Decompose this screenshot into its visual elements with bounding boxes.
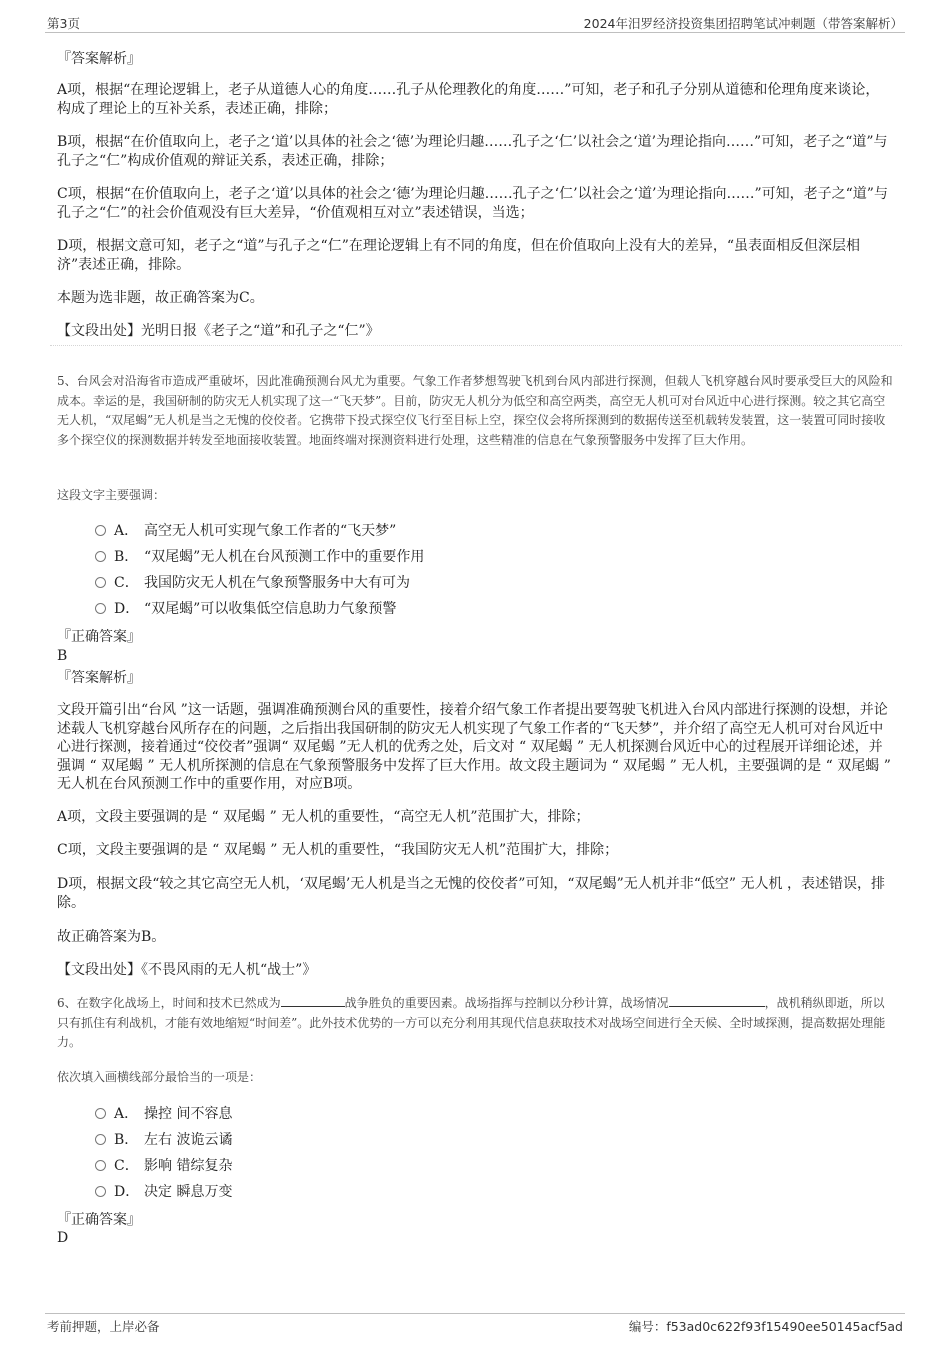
q6-option-a[interactable] [95,1105,232,1123]
radio-icon[interactable] [95,1108,106,1119]
radio-icon[interactable] [95,1134,106,1145]
q6-answer: D [57,1230,69,1246]
q5-option-a[interactable] [95,522,396,540]
option-text: 决定 瞬息万变 [144,1184,233,1200]
document-id: 编号：f53ad0c622f93f15490ee50145acf5ad [628,1319,903,1334]
q5-analysis-c: C项，文段主要强调的是 “ 双尾蝎 ” 无人机的重要性，“我国防灾无人机”范围扩大，排除； [57,842,619,858]
page-header [45,14,905,33]
q6-stem [57,994,895,1053]
q5-prompt: 这段文字主要强调： [57,488,166,502]
q5-answer: B [57,648,68,664]
option-letter: D． [114,1184,140,1200]
q5-conclusion: 故正确答案为B。 [57,929,166,945]
option-letter: A． [114,523,139,539]
page-number: 第3页 [47,16,80,31]
q6-blank-2[interactable] [669,994,765,1007]
radio-icon[interactable] [95,1160,106,1171]
option-letter: A． [114,1106,139,1122]
radio-icon[interactable] [95,525,106,536]
option-letter: B． [114,549,139,565]
q5-analysis-a: A项，文段主要强调的是 “ 双尾蝎 ” 无人机的重要性，“高空无人机”范围扩大，排除； [57,809,590,825]
radio-icon[interactable] [95,551,106,562]
q5-source: 【文段出处】《不畏风雨的无人机“战士”》 [57,962,317,978]
footer-slogan: 考前押题，上岸必备 [47,1319,160,1334]
q5-jiexi-label: 『答案解析』 [57,670,141,686]
q6-stem-part2: 战争胜负的重要因素。战场指挥与控制以分秒计算，战场情况 [344,996,669,1010]
option-text: 高空无人机可实现气象工作者的“飞天梦” [144,523,397,539]
q4-conclusion: 本题为选非题，故正确答案为C。 [57,290,264,306]
radio-icon[interactable] [95,603,106,614]
q4-analysis-b: B项，根据“在价值取向上，老子之‘道’以具体的社会之‘德’为理论归趣……孔子之‘仁’以社会之‘道’为理论指向……”可知，老子之“道”与孔子之“仁”构成价值观的辩证关系，表述正确，排除； [57,134,888,169]
q4-source: 【文段出处】光明日报《老子之“道”和孔子之“仁”》 [57,323,380,339]
page-footer [45,1313,905,1334]
q4-analysis-c: C项，根据“在价值取向上，老子之‘道’以具体的社会之‘德’为理论归趣……孔子之‘仁’以社会之‘道’为理论指向……”可知，老子之“道”与孔子之“仁”的社会价值观没有巨大差异，“价值观相互对立”表述错误，当选； [57,186,888,221]
q6-prompt: 依次填入画横线部分最恰当的一项是： [57,1070,262,1084]
q6-option-c[interactable] [95,1157,232,1175]
q5-option-d[interactable] [95,600,396,618]
q6-option-b[interactable] [95,1131,232,1149]
q6-answer-label: 『正确答案』 [57,1212,141,1228]
q6-stem-part3: ，战机稍纵即逝，所以只有抓住有利战机，才能有效地缩短“时间差”。此外技术优势的一方可以充分利用其现代信息获取技术对战场空间进行全天候、全时域探测，提高数据处理能力。 [57,996,886,1049]
q5-explanation: 文段开篇引出“台风 ”这一话题，强调准确预测台风的重要性，接着介绍气象工作者提出要驾驶飞机进入台风内部进行探测的设想，并论述载人飞机穿越台风所存在的问题，之后指出我国研制的防灾无人机实现了气象工作者的“飞天梦”，并介绍了高空无人机可对台风近中心进行探测，接着通过“佼佼者”强调“ 双尾蝎 ”无人机的优秀之处，后文对 “ 双尾蝎 ” 无人机探测台风近中心的过程展开详细论述，并强调 “ 双尾蝎 ” 无人机所探测的信息在气象预警服务中发挥了巨大作用。故文段主题词为 “ 双尾蝎 ” 无人机，主要强调的是 “ 双尾蝎 ” 无人机在台风预测工作中的重要作用，对应B项。 [57,702,891,792]
q4-jiexi-label: 『答案解析』 [57,51,141,67]
option-letter: C． [114,1158,139,1174]
section-divider [50,345,902,346]
option-text: 左右 波诡云谲 [144,1132,233,1148]
option-text: “双尾蝎”可以收集低空信息助力气象预警 [144,601,397,617]
option-text: 操控 间不容息 [144,1106,233,1122]
radio-icon[interactable] [95,1186,106,1197]
option-letter: B． [114,1132,139,1148]
q5-analysis-d: D项，根据文段“较之其它高空无人机，‘双尾蝎’无人机是当之无愧的佼佼者”可知，“双尾蝎”无人机并非“低空” 无人机 ，表述错误，排除。 [57,876,885,911]
q6-blank-1[interactable] [281,994,345,1007]
q5-option-c[interactable] [95,574,410,592]
q4-analysis-d: D项，根据文意可知，老子之“道”与孔子之“仁”在理论逻辑上有不同的角度，但在价值取向上没有大的差异，“虽表面相反但深层相济”表述正确，排除。 [57,238,861,273]
option-text: 我国防灾无人机在气象预警服务中大有可为 [144,575,410,591]
q4-analysis-a: A项，根据“在理论逻辑上，老子从道德人心的角度……孔子从伦理教化的角度……”可知，老子和孔子分别从道德和伦理角度来谈论，构成了理论上的互补关系，表述正确，排除； [57,82,880,117]
q6-stem-part1: 6、在数字化战场上，时间和技术已然成为 [57,996,281,1010]
q5-stem: 5、台风会对沿海省市造成严重破坏，因此准确预测台风尤为重要。气象工作者梦想驾驶飞机到台风内部进行探测，但载人飞机穿越台风时要承受巨大的风险和成本。幸运的是，我国研制的防灾无人机实现了这一“飞天梦”。目前，防灾无人机分为低空和高空两类，高空无人机可对台风近中心进行探测。较之其它高空无人机，“双尾蝎”无人机是当之无愧的佼佼者。它携带下投式探空仪飞行至目标上空，探空仪会将所探测到的数据传送至机载转发装置，这一装置可同时接收多个探空仪的探测数据并转发至地面接收装置。地面终端对探测资料进行处理，这些精准的信息在气象预警服务中发挥了巨大作用。 [57,374,893,447]
q5-answer-label: 『正确答案』 [57,629,141,645]
option-text: “双尾蝎”无人机在台风预测工作中的重要作用 [144,549,425,565]
document-title: 2024年汨罗经济投资集团招聘笔试冲刺题（带答案解析） [583,16,903,31]
option-letter: C． [114,575,139,591]
radio-icon[interactable] [95,577,106,588]
q6-option-d[interactable] [95,1183,232,1201]
option-letter: D． [114,601,140,617]
option-text: 影响 错综复杂 [144,1158,233,1174]
q5-option-b[interactable] [95,548,424,566]
